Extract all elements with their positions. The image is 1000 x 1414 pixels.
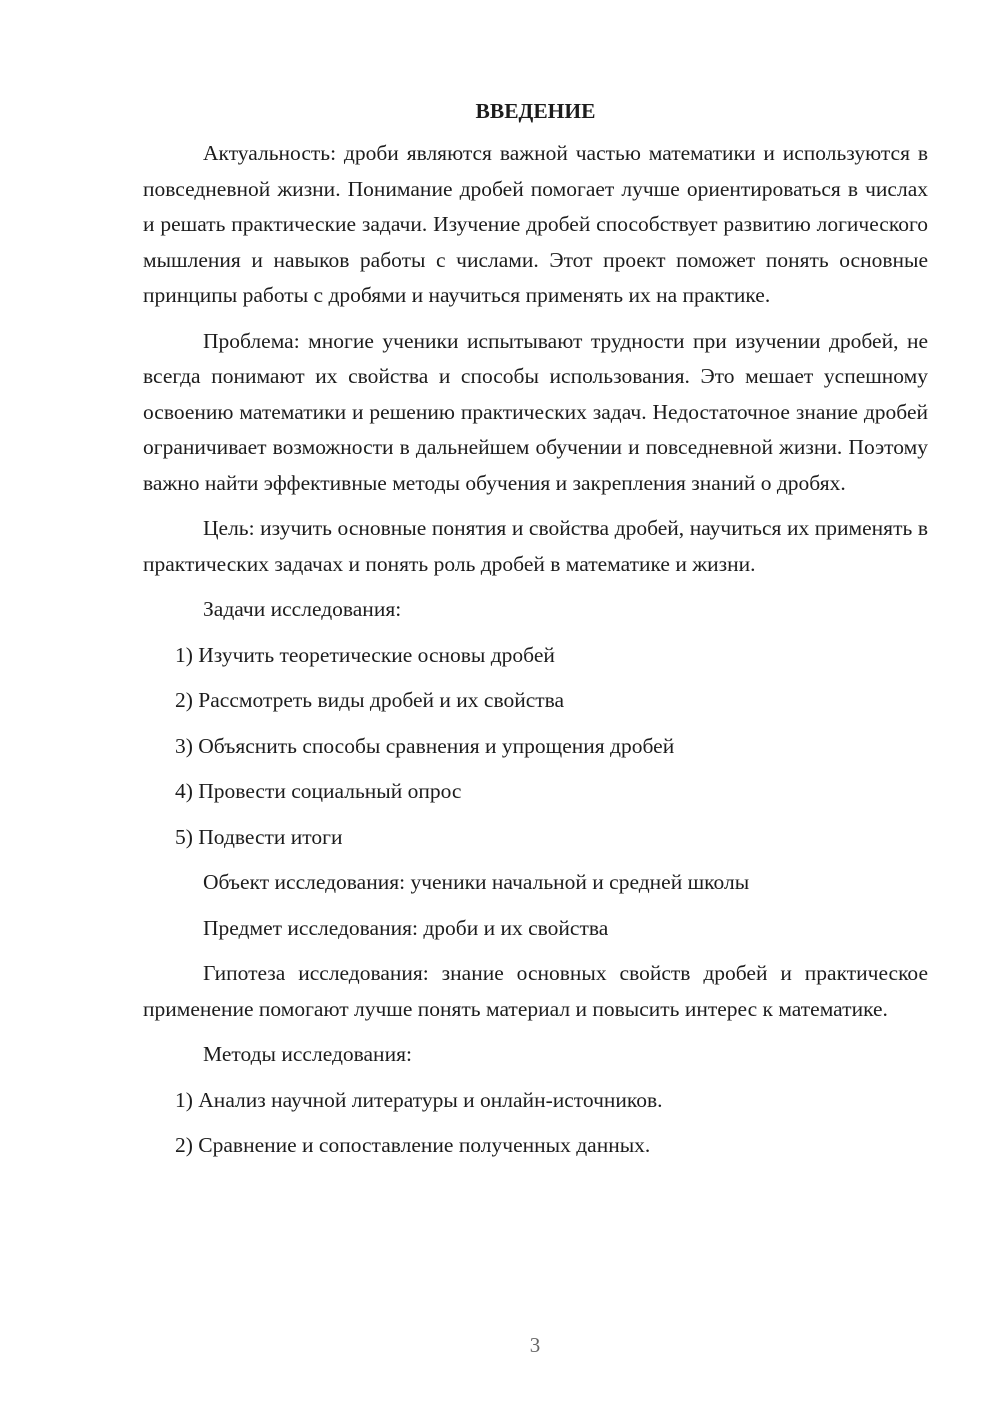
method-item: 1) Анализ научной литературы и онлайн-источников. — [175, 1087, 663, 1112]
task-item: 1) Изучить теоретические основы дробей — [175, 642, 555, 667]
methods-heading: Методы исследования: — [203, 1042, 412, 1066]
page-number: 3 — [529, 1333, 541, 1357]
hypothesis-paragraph: Гипотеза исследования: знание основных свойств дробей и практическое применение помогают лучше понять материал и повысить интерес к математике. — [143, 961, 928, 1021]
problem-paragraph: Проблема: многие ученики испытывают трудности при изучении дробей, не всегда понимают их свойства и способы использования. Это мешает успешному освоению математики и решению практических задач. Недостаточное знание дробей ограничивает возможности в дальнейшем обучении и повседневной жизни. Поэтому важно найти эффективные методы обучения и закрепления знаний о дробях. — [143, 328, 928, 495]
document-page — [143, 96, 928, 1174]
goal-paragraph: Цель: изучить основные понятия и свойства дробей, научиться их применять в практических задачах и понять роль дробей в математике и жизни. — [143, 516, 928, 576]
task-item: 4) Провести социальный опрос — [175, 779, 462, 803]
section-title: ВВЕДЕНИЕ — [475, 99, 596, 123]
task-item: 2) Рассмотреть виды дробей и их свойства — [175, 688, 565, 712]
task-item: 5) Подвести итоги — [175, 824, 343, 849]
tasks-heading: Задачи исследования: — [203, 597, 402, 621]
method-item: 2) Сравнение и сопоставление полученных данных. — [175, 1133, 651, 1157]
task-item: 3) Объяснить способы сравнения и упрощения дробей — [175, 733, 675, 758]
research-subject: Предмет исследования: дроби и их свойства — [203, 915, 609, 940]
relevance-paragraph: Актуальность: дроби являются важной частью математики и используются в повседневной жизни. Понимание дробей помогает лучше ориентироваться в числах и решать практические задачи. Изучение дробей способствует развитию логического мышления и навыков работы с числами. Этот проект поможет понять основные принципы работы с дробями и научиться применять их на практике. — [143, 141, 928, 307]
research-object: Объект исследования: ученики начальной и средней школы — [203, 870, 750, 894]
